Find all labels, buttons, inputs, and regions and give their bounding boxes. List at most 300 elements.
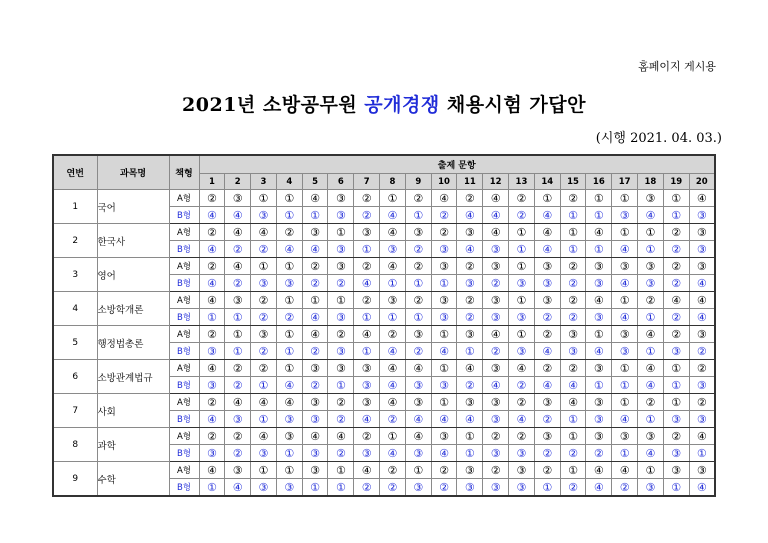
answer-cell: ③ <box>251 275 277 292</box>
answer-cell: ③ <box>276 428 302 445</box>
answer-cell: ④ <box>302 428 328 445</box>
answer-table <box>52 154 716 497</box>
subject-number: 6 <box>53 360 97 394</box>
subject-name-cell <box>97 224 169 258</box>
question-number: 16 <box>586 174 612 190</box>
answer-cell: ① <box>380 275 406 292</box>
answer-cell: ④ <box>380 224 406 241</box>
answer-cell: ① <box>302 292 328 309</box>
answer-cell: ④ <box>380 360 406 377</box>
answer-cell: ② <box>328 275 354 292</box>
subject-name: 수학 <box>97 474 116 486</box>
answer-cell: ④ <box>586 479 612 497</box>
answer-cell: ① <box>638 241 664 258</box>
subject-name-cell <box>97 258 169 292</box>
subject-name-cell <box>97 190 169 224</box>
answer-cell: ② <box>199 190 225 207</box>
answer-cell: ③ <box>328 360 354 377</box>
answer-cell: ③ <box>354 360 380 377</box>
answer-cell: ④ <box>457 411 483 428</box>
answer-cell: ③ <box>689 462 715 479</box>
answer-cell: ① <box>328 224 354 241</box>
answer-cell: ③ <box>276 411 302 428</box>
answer-cell: ① <box>612 292 638 309</box>
answer-cell: ③ <box>199 343 225 360</box>
answer-cell: ④ <box>405 428 431 445</box>
question-number: 5 <box>302 174 328 190</box>
answer-cell: ③ <box>509 343 535 360</box>
answer-cell: ③ <box>380 292 406 309</box>
answer-cell: ② <box>251 309 277 326</box>
subject-name: 한국사 <box>97 236 126 248</box>
answer-cell: ③ <box>534 292 560 309</box>
answer-cell: ③ <box>302 394 328 411</box>
answer-cell: ④ <box>612 411 638 428</box>
answer-cell: ① <box>380 428 406 445</box>
answer-cell: ② <box>612 479 638 497</box>
answer-cell: ④ <box>302 241 328 258</box>
question-number: 7 <box>354 174 380 190</box>
answer-cell: ① <box>612 394 638 411</box>
answer-cell: ① <box>586 190 612 207</box>
answer-cell: ④ <box>431 190 457 207</box>
subject-name-cell <box>97 462 169 497</box>
title-prefix: 2021년 소방공무원 <box>182 94 365 116</box>
answer-cell: ② <box>354 190 380 207</box>
answer-cell: ② <box>689 343 715 360</box>
answer-cell: ② <box>328 445 354 462</box>
answer-cell: ② <box>509 377 535 394</box>
answer-cell: ③ <box>509 462 535 479</box>
answer-cell: ③ <box>354 445 380 462</box>
answer-cell: ② <box>483 275 509 292</box>
answer-cell: ③ <box>276 275 302 292</box>
answer-cell: ④ <box>534 343 560 360</box>
answer-cell: ④ <box>380 377 406 394</box>
question-number: 18 <box>638 174 664 190</box>
answer-cell: ④ <box>225 207 251 224</box>
answer-cell: ② <box>199 428 225 445</box>
answer-cell: ③ <box>405 326 431 343</box>
answer-cell: ② <box>405 190 431 207</box>
answer-cell: ② <box>302 275 328 292</box>
answer-cell: ④ <box>457 207 483 224</box>
col-header-no: 연번 <box>53 155 97 190</box>
answer-cell: ④ <box>689 479 715 497</box>
answer-cell: ③ <box>638 275 664 292</box>
answer-cell: ① <box>663 207 689 224</box>
subject-name: 행정법총론 <box>97 338 144 350</box>
answer-cell: ② <box>302 377 328 394</box>
booklet-type-b: B형 <box>169 445 199 462</box>
answer-cell: ③ <box>328 207 354 224</box>
answer-cell: ② <box>431 479 457 497</box>
answer-cell: ④ <box>638 326 664 343</box>
answer-cell: ① <box>328 292 354 309</box>
booklet-type-a: A형 <box>169 190 199 207</box>
booklet-type-b: B형 <box>169 207 199 224</box>
answer-cell: ③ <box>483 292 509 309</box>
answer-cell: ① <box>405 462 431 479</box>
answer-cell: ③ <box>405 479 431 497</box>
subject-name-cell <box>97 394 169 428</box>
answer-cell: ③ <box>431 428 457 445</box>
answer-cell: ② <box>509 207 535 224</box>
table-row <box>53 326 715 343</box>
answer-cell: ④ <box>483 224 509 241</box>
answer-cell: ③ <box>638 428 664 445</box>
answer-cell: ④ <box>534 241 560 258</box>
answer-cell: ① <box>560 241 586 258</box>
answer-body <box>53 190 715 497</box>
answer-cell: ④ <box>380 258 406 275</box>
answer-cell: ④ <box>431 445 457 462</box>
answer-cell: ② <box>354 479 380 497</box>
answer-cell: ① <box>560 207 586 224</box>
answer-cell: ② <box>199 258 225 275</box>
answer-cell: ② <box>199 394 225 411</box>
answer-cell: ② <box>638 292 664 309</box>
answer-cell: ③ <box>457 394 483 411</box>
answer-cell: ③ <box>483 394 509 411</box>
answer-cell: ③ <box>612 207 638 224</box>
answer-cell: ③ <box>689 411 715 428</box>
answer-cell: ③ <box>534 258 560 275</box>
answer-cell: ② <box>380 326 406 343</box>
answer-cell: ③ <box>534 428 560 445</box>
answer-cell: ① <box>586 241 612 258</box>
answer-cell: ② <box>560 292 586 309</box>
answer-cell: ② <box>431 462 457 479</box>
answer-cell: ③ <box>586 275 612 292</box>
answer-cell: ④ <box>328 428 354 445</box>
answer-cell: ③ <box>689 207 715 224</box>
answer-cell: ① <box>276 326 302 343</box>
answer-cell: ④ <box>586 224 612 241</box>
answer-cell: ④ <box>199 241 225 258</box>
answer-cell: ④ <box>483 190 509 207</box>
answer-cell: ① <box>405 207 431 224</box>
answer-cell: ② <box>663 326 689 343</box>
answer-cell: ② <box>534 309 560 326</box>
question-number: 17 <box>612 174 638 190</box>
answer-cell: ① <box>586 377 612 394</box>
answer-cell: ① <box>276 190 302 207</box>
answer-cell: ③ <box>612 326 638 343</box>
answer-cell: ③ <box>199 445 225 462</box>
answer-cell: ④ <box>276 377 302 394</box>
answer-cell: ③ <box>302 224 328 241</box>
answer-cell: ① <box>509 258 535 275</box>
booklet-type-a: A형 <box>169 360 199 377</box>
answer-cell: ② <box>302 343 328 360</box>
booklet-type-b: B형 <box>169 309 199 326</box>
answer-cell: ④ <box>199 292 225 309</box>
answer-cell: ④ <box>663 292 689 309</box>
answer-cell: ④ <box>225 479 251 497</box>
title-highlight: 공개경쟁 <box>364 94 440 116</box>
answer-cell: ③ <box>251 326 277 343</box>
answer-cell: ④ <box>380 394 406 411</box>
answer-cell: ② <box>225 445 251 462</box>
answer-cell: ② <box>509 190 535 207</box>
answer-cell: ④ <box>534 207 560 224</box>
table-row <box>53 360 715 377</box>
table-row <box>53 292 715 309</box>
booklet-type-a: A형 <box>169 224 199 241</box>
answer-cell: ① <box>509 241 535 258</box>
subject-number: 4 <box>53 292 97 326</box>
answer-cell: ① <box>638 462 664 479</box>
booklet-type-b: B형 <box>169 411 199 428</box>
answer-cell: ① <box>612 224 638 241</box>
subject-name: 소방학개론 <box>97 304 144 316</box>
answer-cell: ② <box>560 275 586 292</box>
answer-cell: ④ <box>199 207 225 224</box>
answer-cell: ③ <box>328 190 354 207</box>
answer-cell: ① <box>663 394 689 411</box>
answer-cell: ④ <box>431 411 457 428</box>
answer-cell: ① <box>431 275 457 292</box>
answer-cell: ③ <box>663 411 689 428</box>
answer-cell: ② <box>225 428 251 445</box>
homepage-posting-note: 홈페이지 게시용 <box>638 60 716 73</box>
answer-cell: ① <box>638 224 664 241</box>
answer-cell: ③ <box>405 394 431 411</box>
question-number: 6 <box>328 174 354 190</box>
answer-cell: ① <box>328 462 354 479</box>
booklet-type-a: A형 <box>169 462 199 479</box>
answer-cell: ④ <box>302 326 328 343</box>
answer-cell: ② <box>663 258 689 275</box>
answer-cell: ② <box>276 224 302 241</box>
answer-cell: ④ <box>225 394 251 411</box>
answer-cell: ② <box>638 394 664 411</box>
answer-cell: ③ <box>302 411 328 428</box>
answer-cell: ① <box>509 224 535 241</box>
answer-cell: ② <box>431 207 457 224</box>
answer-cell: ③ <box>612 428 638 445</box>
table-row <box>53 224 715 241</box>
answer-cell: ③ <box>431 309 457 326</box>
answer-cell: ④ <box>560 377 586 394</box>
answer-cell: ③ <box>251 445 277 462</box>
answer-cell: ① <box>612 377 638 394</box>
answer-cell: ③ <box>302 462 328 479</box>
answer-cell: ① <box>638 411 664 428</box>
subject-name-cell <box>97 360 169 394</box>
answer-cell: ④ <box>380 207 406 224</box>
answer-cell: ③ <box>225 411 251 428</box>
answer-cell: ③ <box>354 394 380 411</box>
answer-cell: ③ <box>199 377 225 394</box>
answer-cell: ② <box>354 292 380 309</box>
answer-cell: ② <box>689 394 715 411</box>
table-row <box>53 428 715 445</box>
answer-cell: ④ <box>483 207 509 224</box>
answer-cell: ③ <box>431 377 457 394</box>
answer-cell: ② <box>328 411 354 428</box>
answer-cell: ① <box>199 309 225 326</box>
answer-cell: ① <box>689 445 715 462</box>
answer-cell: ④ <box>199 275 225 292</box>
answer-cell: ① <box>586 326 612 343</box>
answer-cell: ② <box>251 360 277 377</box>
answer-cell: ① <box>328 377 354 394</box>
answer-cell: ③ <box>560 326 586 343</box>
answer-cell: ② <box>199 326 225 343</box>
table-row <box>53 258 715 275</box>
answer-cell: ④ <box>302 190 328 207</box>
answer-cell: ① <box>612 190 638 207</box>
answer-cell: ③ <box>354 377 380 394</box>
answer-cell: ① <box>276 445 302 462</box>
subject-number: 2 <box>53 224 97 258</box>
answer-cell: ② <box>457 377 483 394</box>
subject-number: 9 <box>53 462 97 497</box>
answer-cell: ② <box>380 479 406 497</box>
answer-cell: ③ <box>689 326 715 343</box>
answer-cell: ④ <box>534 224 560 241</box>
table-row <box>53 394 715 411</box>
answer-cell: ② <box>560 190 586 207</box>
question-number: 19 <box>663 174 689 190</box>
answer-cell: ① <box>534 190 560 207</box>
answer-cell: ③ <box>457 479 483 497</box>
answer-cell: ① <box>612 445 638 462</box>
answer-cell: ④ <box>560 394 586 411</box>
answer-cell: ② <box>457 258 483 275</box>
booklet-type-b: B형 <box>169 343 199 360</box>
answer-cell: ③ <box>483 360 509 377</box>
answer-cell: ③ <box>586 360 612 377</box>
booklet-type-a: A형 <box>169 394 199 411</box>
answer-cell: ① <box>509 292 535 309</box>
answer-cell: ③ <box>509 275 535 292</box>
answer-cell: ① <box>638 343 664 360</box>
col-header-questions: 출제 문항 <box>199 155 715 174</box>
answer-cell: ② <box>509 394 535 411</box>
answer-cell: ④ <box>354 411 380 428</box>
table-row <box>53 462 715 479</box>
answer-cell: ② <box>457 309 483 326</box>
answer-cell: ④ <box>638 377 664 394</box>
page-title <box>0 90 768 117</box>
answer-cell: ① <box>380 190 406 207</box>
answer-cell: ④ <box>354 462 380 479</box>
answer-cell: ① <box>251 377 277 394</box>
table-row <box>53 190 715 207</box>
answer-cell: ③ <box>689 241 715 258</box>
answer-cell: ① <box>199 479 225 497</box>
answer-cell: ① <box>276 462 302 479</box>
answer-cell: ③ <box>586 428 612 445</box>
answer-cell: ③ <box>328 309 354 326</box>
answer-cell: ④ <box>638 360 664 377</box>
answer-cell: ② <box>534 411 560 428</box>
answer-cell: ③ <box>457 275 483 292</box>
answer-cell: ④ <box>534 377 560 394</box>
answer-cell: ③ <box>483 258 509 275</box>
answer-cell: ① <box>251 258 277 275</box>
question-number: 9 <box>405 174 431 190</box>
answer-cell: ② <box>560 479 586 497</box>
answer-cell: ① <box>431 360 457 377</box>
answer-cell: ④ <box>251 224 277 241</box>
answer-cell: ③ <box>612 258 638 275</box>
answer-cell: ② <box>354 207 380 224</box>
answer-cell: ③ <box>483 411 509 428</box>
answer-cell: ① <box>663 190 689 207</box>
answer-cell: ① <box>328 479 354 497</box>
answer-cell: ① <box>225 326 251 343</box>
answer-cell: ② <box>405 241 431 258</box>
answer-cell: ④ <box>225 258 251 275</box>
answer-cell: ② <box>586 445 612 462</box>
answer-cell: ① <box>302 207 328 224</box>
subject-number: 7 <box>53 394 97 428</box>
answer-cell: ① <box>225 309 251 326</box>
answer-cell: ③ <box>509 309 535 326</box>
subject-name: 소방관계법규 <box>97 372 153 384</box>
answer-cell: ② <box>380 462 406 479</box>
booklet-type-b: B형 <box>169 275 199 292</box>
answer-cell: ② <box>509 428 535 445</box>
subject-name: 국어 <box>97 202 116 214</box>
answer-cell: ④ <box>431 343 457 360</box>
answer-cell: ③ <box>689 224 715 241</box>
answer-cell: ① <box>251 190 277 207</box>
answer-cell: ② <box>560 445 586 462</box>
answer-cell: ③ <box>431 241 457 258</box>
answer-cell: ④ <box>276 241 302 258</box>
answer-cell: ③ <box>483 445 509 462</box>
answer-cell: ② <box>302 258 328 275</box>
subject-number: 5 <box>53 326 97 360</box>
subject-name: 영어 <box>97 270 116 282</box>
answer-cell: ③ <box>483 309 509 326</box>
answer-cell: ④ <box>354 326 380 343</box>
answer-cell: ① <box>276 258 302 275</box>
answer-cell: ② <box>251 241 277 258</box>
answer-cell: ③ <box>663 462 689 479</box>
answer-cell: ① <box>663 377 689 394</box>
answer-cell: ④ <box>612 309 638 326</box>
answer-cell: ① <box>457 445 483 462</box>
question-number: 12 <box>483 174 509 190</box>
title-suffix: 채용시험 가답안 <box>439 94 586 116</box>
answer-cell: ② <box>225 241 251 258</box>
answer-cell: ③ <box>354 224 380 241</box>
subject-name-cell <box>97 326 169 360</box>
answer-cell: ③ <box>225 462 251 479</box>
answer-cell: ③ <box>586 394 612 411</box>
answer-cell: ① <box>380 309 406 326</box>
answer-cell: ② <box>251 292 277 309</box>
answer-cell: ④ <box>509 411 535 428</box>
answer-cell: ① <box>251 411 277 428</box>
subject-name: 과학 <box>97 440 116 452</box>
answer-cell: ① <box>586 207 612 224</box>
answer-cell: ④ <box>638 207 664 224</box>
answer-cell: ② <box>534 462 560 479</box>
answer-cell: ③ <box>483 241 509 258</box>
booklet-type-b: B형 <box>169 479 199 497</box>
answer-cell: ④ <box>689 292 715 309</box>
answer-cell: ④ <box>251 428 277 445</box>
answer-cell: ② <box>534 326 560 343</box>
question-number: 15 <box>560 174 586 190</box>
